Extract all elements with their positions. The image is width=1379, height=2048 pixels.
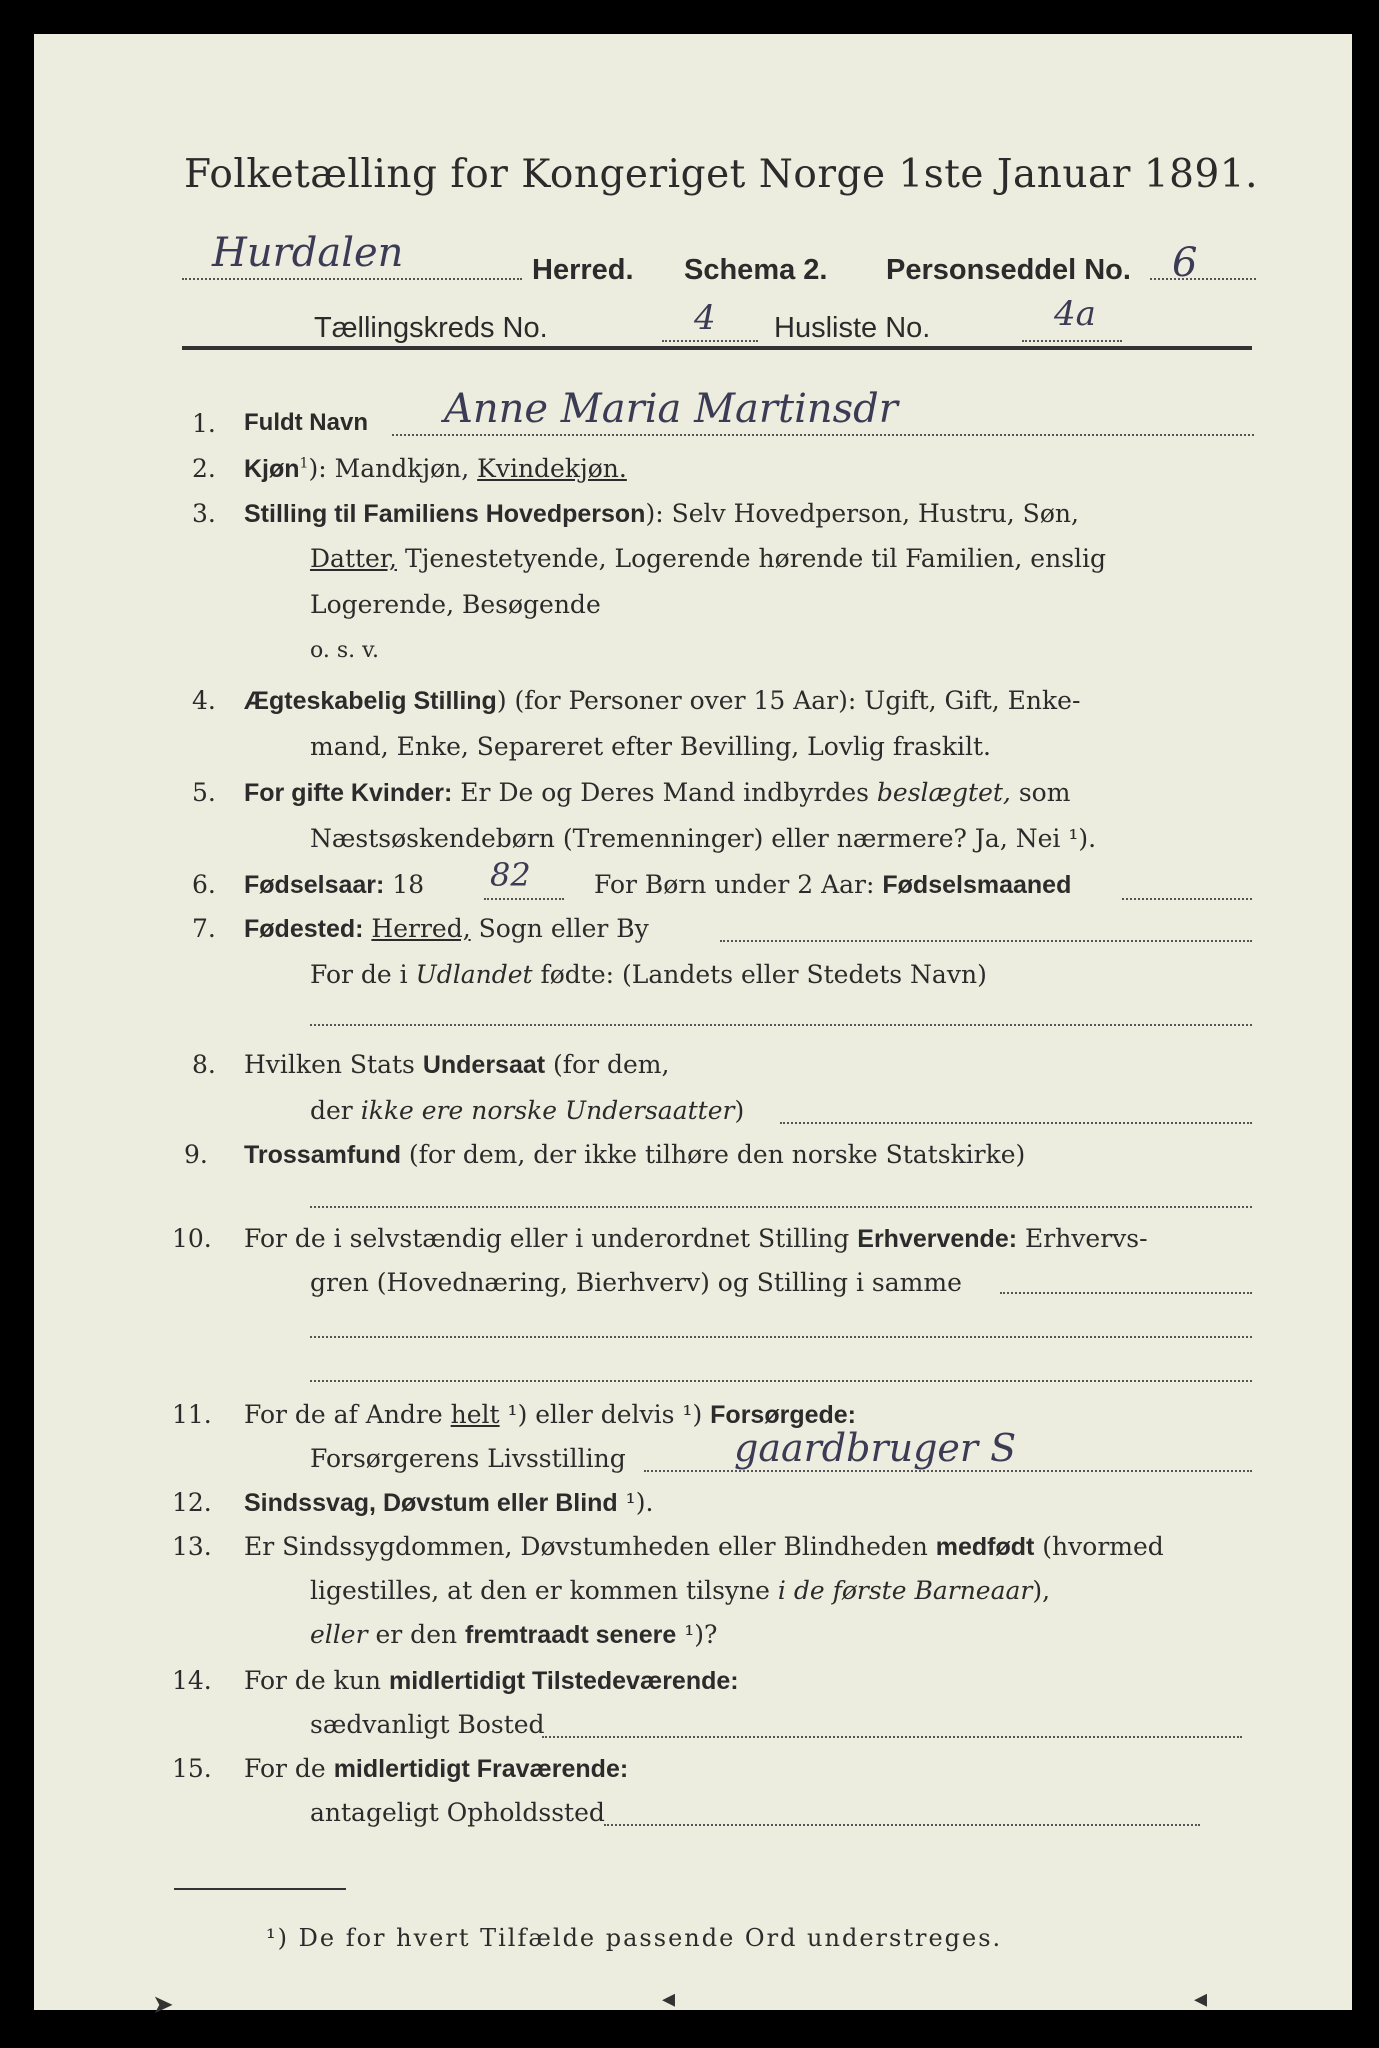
item-4-number: 4. [192,686,216,715]
census-form [34,34,1352,2020]
item-13-line3 [310,1620,717,1650]
item-4-line2: mand, Enke, Separeret efter Bevilling, Lovlig fraskilt. [310,732,991,761]
item-12-text [244,1488,653,1518]
footnote: ¹) De for hvert Tilfælde passende Ord understreges. [266,1924,1003,1952]
personseddel-label: Personseddel No. [886,254,1131,286]
occupation-line-1 [1000,1292,1252,1294]
item-13-text [244,1532,1164,1562]
item-11-line2: Forsørgerens Livsstilling [310,1444,626,1473]
item-13-text-b: (hvormed [1034,1532,1164,1561]
item-10-number: 10. [172,1224,212,1253]
item-7-text [244,914,649,944]
item-4-label: Ægteskabelig Stilling [244,687,497,715]
item-5-italic: beslægtet, [876,778,1011,807]
item-11-number: 11. [172,1400,212,1429]
item-13-number: 13. [172,1532,212,1561]
herred-label: Herred. [532,254,634,286]
item-2-underlined: Kvindekjøn. [477,454,627,483]
header-rule [182,346,1252,350]
whereabouts-line [604,1824,1200,1826]
item-6-label: Fødselsaar: [244,871,385,899]
item-1-number: 1. [192,409,216,438]
item-3-label: Stilling til Familiens Hovedperson [244,500,646,528]
item-8-line2 [310,1096,744,1125]
item-6-text-b-span: For Børn under 2 Aar: [594,870,883,899]
item-6-number: 6. [192,870,216,899]
husliste-line [1022,340,1122,342]
item-1-label: Fuldt Navn [244,409,368,436]
item-2-sup: 1 [299,455,309,472]
item-5-label: For gifte Kvinder: [244,779,453,807]
item-3-text [244,499,1079,529]
husliste-label: Husliste No. [774,312,931,344]
item-11-text-b: ¹) eller delvis ¹) [499,1400,711,1429]
item-13-line3-label: fremtraadt senere [465,1621,677,1649]
item-9-number: 9. [184,1140,208,1169]
item-13-line3-a: er den [367,1620,466,1649]
item-9-label: Trossamfund [244,1141,401,1169]
herred-line [182,278,522,280]
item-4-text [244,686,1080,716]
item-3-text-a: ): Selv Hovedperson, Hustru, Søn, [645,499,1079,528]
item-14-text [244,1666,739,1696]
item-7-number: 7. [192,914,216,943]
item-8-line2-a: der [310,1096,361,1125]
item-12-text-a: ¹). [617,1488,654,1517]
item-11-underlined: helt [450,1400,500,1429]
item-13-line3-italic: eller [310,1620,368,1649]
item-8-label: Undersaat [422,1051,546,1079]
item-2-number: 2. [192,454,216,483]
item-13-line3-b: ¹)? [676,1620,718,1649]
footnote-rule [174,1888,346,1890]
item-8-text [244,1050,669,1080]
item-10-text-b: Erhvervs- [1017,1224,1148,1253]
item-3-underlined: Datter, [310,544,397,573]
item-11-label: Forsørgede: [710,1401,857,1429]
kreds-line [662,340,758,342]
item-5-line2: Næstsøskendebørn (Tremenninger) eller nærmere? Ja, Nei ¹). [310,824,1097,853]
item-13-line2-b: ), [1032,1576,1051,1605]
abroad-line [310,1024,1252,1026]
item-3-line2 [310,544,1106,573]
schema-label: Schema 2. [684,254,828,286]
item-14-text-a: For de kun [244,1666,389,1695]
item-7-underlined: Herred, [371,914,471,943]
item-6-text-a: 18 [384,870,425,899]
item-13-line2-italic: i de første Barneaar [777,1576,1033,1605]
personseddel-value: 6 [1172,240,1198,286]
item-5-text-a: Er De og Deres Mand indbyrdes [452,778,877,807]
item-8-text-b: (for dem, [545,1050,670,1079]
item-7-line2-italic: Udlandet [415,960,533,989]
item-14-line2: sædvanligt Bosted [310,1710,545,1739]
form-title: Folketælling for Kongeriget Norge 1ste Januar 1891. [184,152,1258,197]
item-12-label: Sindssvag, Døvstum eller Blind [244,1489,618,1517]
item-10-text [244,1224,1148,1254]
item-6-text-b [594,870,1071,900]
residence-line [542,1736,1242,1738]
husliste-value: 4a [1054,294,1096,334]
item-7-label: Fødested: [244,915,364,943]
item-3-line3: Logerende, Besøgende [310,590,601,619]
birth-month-line [1122,898,1252,900]
corner-mark-right: ◂ [1194,1984,1208,2014]
item-2-text [244,454,627,484]
item-3-number: 3. [192,499,216,528]
item-11-text-a: For de af Andre [244,1400,451,1429]
full-name-line [392,434,1254,436]
personseddel-line [1150,278,1256,280]
item-7-line2-b: fødte: (Landets eller Stedets Navn) [532,960,987,989]
herred-value: Hurdalen [212,230,404,276]
kreds-label: Tællingskreds No. [314,312,548,344]
item-10-line2: gren (Hovednæring, Bierhverv) og Stilling i samme [310,1268,962,1297]
item-15-label: midlertidigt Fraværende: [333,1755,629,1783]
item-13-text-a: Er Sindssygdommen, Døvstumheden eller Blindheden [244,1532,936,1561]
item-7-line2 [310,960,987,989]
item-14-label: midlertidigt Tilstedeværende: [388,1667,739,1695]
item-4-text-a: ) (for Personer over 15 Aar): Ugift, Gift, Enke- [496,686,1081,715]
item-9-text-a: (for dem, der ikke tilhøre den norske Statskirke) [400,1140,1026,1169]
item-15-text-a: For de [244,1754,334,1783]
provider-line [644,1470,1252,1472]
item-2-label: Kjøn [244,455,300,483]
corner-mark-center: ◂ [662,1984,676,2014]
item-15-line2: antageligt Opholdssted [310,1798,605,1827]
full-name-value: Anne Maria Martinsdr [444,386,898,432]
item-8-text-a: Hvilken Stats [244,1050,423,1079]
item-6-label2: Fødselsmaaned [882,871,1072,899]
item-9-text [244,1140,1025,1170]
occupation-line-2 [310,1336,1252,1338]
provider-occupation-value: gaardbruger S [734,1426,1017,1470]
item-7-text-a: Sogn eller By [470,914,649,943]
item-12-number: 12. [172,1488,212,1517]
item-7-line2-a: For de i [310,960,416,989]
item-13-label: medfødt [935,1533,1035,1561]
birth-year-line [484,898,564,900]
corner-mark-left: ➤ [152,1990,174,2020]
nationality-line [780,1122,1252,1124]
item-5-number: 5. [192,778,216,807]
item-3-line2-text: Tjenestetyende, Logerende hørende til Familien, enslig [397,544,1107,573]
item-8-line2-b: ) [734,1096,745,1125]
item-15-number: 15. [172,1754,212,1783]
item-6-text [244,870,424,900]
item-2-text-a: ): Mandkjøn, [308,454,478,483]
religion-line [310,1206,1252,1208]
birth-year-value: 82 [490,856,531,894]
item-5-text [244,778,1070,808]
item-5-text-b: som [1010,778,1071,807]
kreds-value: 4 [694,298,716,338]
item-8-number: 8. [192,1050,216,1079]
item-13-line2 [310,1576,1050,1605]
item-3-line4: o. s. v. [310,638,379,663]
item-13-line2-a: ligestilles, at den er kommen tilsyne [310,1576,778,1605]
occupation-line-3 [310,1380,1252,1382]
item-8-line2-italic: ikke ere norske Undersaatter [360,1096,735,1125]
birthplace-line [720,940,1252,942]
item-10-text-a: For de i selvstændig eller i underordnet Stilling [244,1224,858,1253]
item-10-label: Erhvervende: [857,1225,1018,1253]
item-14-number: 14. [172,1666,212,1695]
item-15-text [244,1754,628,1784]
